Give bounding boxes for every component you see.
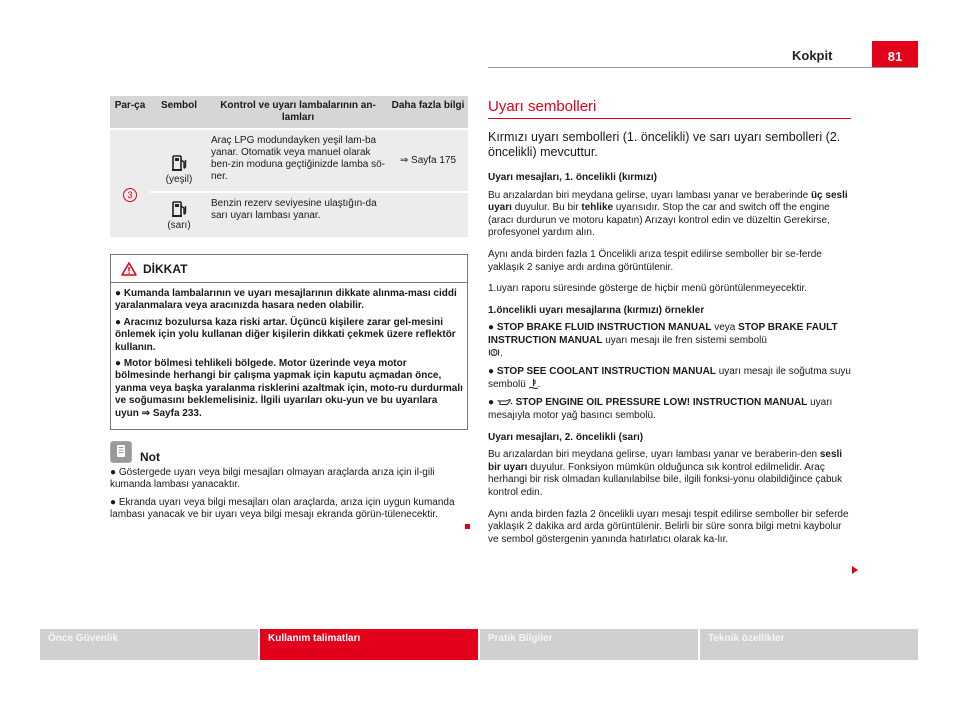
tab-operation[interactable]: Kullanım talimatları <box>260 629 478 660</box>
paragraph: Bu arızalardan biri meydana gelirse, uyarı lambası yanar ve beraberinde üç sesli uyarı duyulur. Bu bir tehlike uyarısıdır. Stop the car and switch off the engine (aracı durdurun ve motoru kapatın) Arızayı kontrol edin ve düzeltin Gerekirse, profesyonel yardım alın. <box>488 189 848 239</box>
subheading-priority-2: Uyarı mesajları, 2. öncelikli (sarı) <box>488 431 644 443</box>
col-header-meaning: Kontrol ve uyarı lambalarının an-lamları <box>208 96 388 129</box>
list-item: ● STOP ENGINE OIL PRESSURE LOW! INSTRUCTION MANUAL uyarı mesajıyla motor yağ basıncı sembolü. <box>488 397 833 422</box>
page-number: 81 <box>872 41 918 68</box>
warning-item: ● Motor bölmesi tehlikeli bölgede. Motor üzerinde veya motor bölmesinde herhangi bir çalışma yapmak için kaputu açmadan önce, yanma veya başka yaralanma risklerini azaltmak için, moto-ru durdurmalı ve soğumasını beklemelisiniz. İlgili uyarıları oku-yun ve bu uyarılara uyun ⇒ Sayfa 233. <box>115 358 463 419</box>
note-icon <box>110 441 132 463</box>
note-item: ● Göstergede uyarı veya bilgi mesajları olmayan araçlarda arıza için il-gili kumanda lambası yanacaktır. <box>110 467 435 491</box>
oil-can-icon <box>497 398 513 407</box>
col-header-part: Par-ça <box>110 96 150 129</box>
footer-nav <box>40 629 918 660</box>
warning-lamp-table <box>110 96 468 237</box>
continue-arrow-icon <box>852 566 858 574</box>
note-body <box>110 467 470 527</box>
list-item: ● STOP BRAKE FLUID INSTRUCTION MANUAL veya STOP BRAKE FAULT INSTRUCTION MANUAL uyarı mesajı ile fren sistemi sembolü . <box>488 322 838 359</box>
col-header-symbol: Sembol <box>150 96 208 129</box>
coolant-icon <box>529 379 538 390</box>
right-column <box>488 130 854 555</box>
fuel-pump-icon <box>170 154 188 172</box>
paragraph: Bu arızalardan biri meydana gelirse, uyarı lambası yanar ve beraberin-den sesli bir uyarı duyulur. Fonksiyon mümkün olduğunca sık kontrol edilmelidir. Araç herhangi bir risk olmadan kullanılabilse bile, ilgili fonksi-yonu olabildiğince çabuk kontrol edin. <box>488 449 843 499</box>
subheading-priority-1: Uyarı mesajları, 1. öncelikli (kırmızı) <box>488 172 657 183</box>
section-divider <box>488 118 851 119</box>
tab-safety[interactable]: Önce Güvenlik <box>40 629 258 660</box>
note-title: Not <box>140 450 160 464</box>
paragraph: Aynı anda birden fazla 1 Öncelikli arıza tespit edilirse semboller bir se-ferde yaklaşık 2 saniye ardı ardına görüntülenir. <box>488 248 822 273</box>
col-header-more-info: Daha fazla bilgi <box>388 96 468 129</box>
tab-technical[interactable]: Teknik özellikler <box>700 629 918 660</box>
section-title: Uyarı sembolleri <box>488 98 597 115</box>
table-row <box>110 129 468 192</box>
symbol-color-label: (sarı) <box>167 220 191 231</box>
lamp-meaning: Benzin rezerv seviyesine ulaştığın-da sarı uyarı lambası yanar. <box>208 192 388 237</box>
warning-title: DİKKAT <box>143 261 188 276</box>
note-header <box>110 440 160 464</box>
header-divider <box>488 67 918 68</box>
lead-paragraph: Kırmızı uyarı sembolleri (1. öncelikli) ve sarı uyarı sembolleri (2. öncelikli) mevcuttur. <box>488 130 841 159</box>
chapter-title: Kokpit <box>792 48 833 63</box>
more-info-link[interactable]: ⇒ Sayfa 175 <box>388 129 468 192</box>
symbol-color-label: (yeşil) <box>165 174 193 185</box>
more-info-cell <box>388 192 468 237</box>
list-item: ● STOP SEE COOLANT INSTRUCTION MANUAL uyarı mesajı ile soğutma suyu sembolü . <box>488 366 851 390</box>
subheading-examples: 1.öncelikli uyarı mesajlarına (kırmızı) örnekler <box>488 304 705 316</box>
fuel-pump-icon <box>170 200 188 218</box>
warning-item: ● Aracınız bozulursa kaza riski artar. Üçüncü kişilere zarar gel-mesini önlemek için yolu kullanan diğer kişilerin dikkati çekmek üzere reflektör kullanın. <box>115 316 456 353</box>
brake-icon <box>488 348 500 357</box>
note-item: ● Ekranda uyarı veya bilgi mesajları olan araçlarda, arıza için uygun kumanda lambası yanacak ve bir uyarı veya bilgi mesajı ekranda görün-tülenecektir. <box>110 496 455 521</box>
table-row <box>110 192 468 237</box>
paragraph: 1.uyarı raporu süresinde gösterge de hiçbir menü görüntülenmeyecektir. <box>488 283 808 295</box>
paragraph: Aynı anda birden fazla 2 öncelikli uyarı mesajı tespit edilirse semboller bir seferde yaklaşık 2 dakika ard arda görüntülenir. Belirli bir süre sonra bilgi metni kaybolur ve sembol göstergenin yanında hatırlatıcı olarak ka-lır. <box>488 508 849 545</box>
part-number-badge: 3 <box>123 188 137 202</box>
warning-box <box>110 254 468 430</box>
warning-triangle-icon <box>121 262 137 276</box>
warning-header <box>111 255 467 283</box>
tab-practical[interactable]: Pratik Bilgiler <box>480 629 698 660</box>
end-of-section-marker <box>465 524 470 529</box>
warning-item: ● Kumanda lambalarının ve uyarı mesajlarının dikkate alınma-ması ciddi yaralanmalara veya aracınızda hasara neden olabilir. <box>115 288 457 312</box>
lamp-meaning: Araç LPG modundayken yeşil lam-ba yanar. Otomatik veya manuel olarak ben-zin moduna geçtiğinizde lamba sö-ner. <box>208 129 388 192</box>
